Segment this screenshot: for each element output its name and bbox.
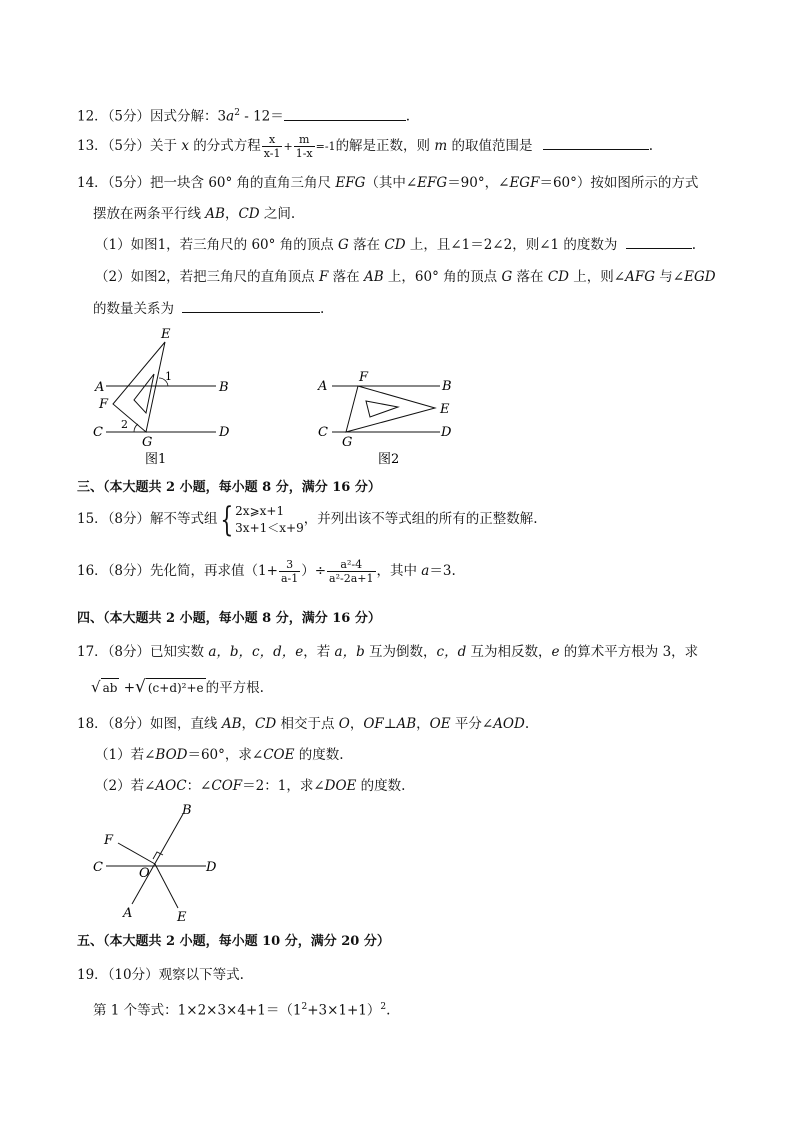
label-angle-1: 1 bbox=[165, 370, 172, 383]
label-o: O bbox=[139, 866, 150, 881]
label-a: A bbox=[95, 380, 105, 395]
fraction: $\frac{x}{x-1}$ bbox=[263, 133, 281, 160]
question-19-equation-1: 第 1 个等式：$1\times 2\times 3\times 4+1=(1^2+3\times 1+1)^2$. bbox=[93, 1002, 391, 1019]
question-14-part2: （2）如图2，若把三角尺的直角顶点 F 落在 AB 上，60° 角的顶点 G 落在 CD 上，则∠AFG 与∠EGD bbox=[95, 269, 716, 285]
label-f: F bbox=[99, 397, 109, 412]
triangle-inner bbox=[366, 401, 398, 417]
question-14-line2: 摆放在两条平行线 AB，CD 之间. bbox=[93, 206, 296, 222]
section-5-header: 五、（本大题共 2 小题，每小题 10 分，满分 20 分） bbox=[77, 934, 390, 949]
answer-blank bbox=[182, 300, 320, 313]
brace: { bbox=[219, 499, 233, 540]
label-a: A bbox=[123, 906, 133, 921]
label-e: E bbox=[440, 402, 450, 417]
label-f: F bbox=[104, 833, 114, 848]
sqrt-ab: ab bbox=[101, 678, 120, 697]
triangle-efg bbox=[346, 386, 435, 432]
answer-blank bbox=[626, 236, 692, 249]
label-g: G bbox=[142, 435, 153, 450]
question-15: 15．（8分）解不等式组{ 2x⩾x+1 3x+1＜x+9 ，并列出该不等式组的所有的正整数解. bbox=[77, 499, 538, 540]
question-12: 12．（5分）因式分解：$3a^2 - 12=$ . bbox=[77, 108, 411, 125]
question-14-line5: 的数量关系为 . bbox=[93, 301, 325, 317]
label-d: D bbox=[219, 425, 230, 440]
figure-1-caption: 图1 bbox=[145, 452, 167, 467]
sqrt-expression: (c+d)²+e bbox=[146, 678, 206, 697]
ray-of bbox=[118, 843, 155, 864]
question-13: 13．（5分）关于 x 的分式方程 $\frac{x}{x-1}$ + $\frac{m}{1-x}$ =-1的解是正数，则 m 的取值范围是 . bbox=[77, 133, 654, 160]
label-c: C bbox=[318, 425, 328, 440]
question-18-part1: （1）若∠BOD＝60°，求∠COE 的度数. bbox=[95, 747, 344, 763]
section-3-header: 三、（本大题共 2 小题，每小题 8 分，满分 16 分） bbox=[77, 480, 381, 495]
question-14-line1: 14．（5分）把一块含 60° 角的直角三角尺 EFG（其中∠EFG＝90°，∠EGF＝60°）按如图所示的方式 bbox=[77, 175, 699, 191]
line-ab bbox=[132, 814, 183, 904]
question-17-line2: √ ab +√ (c+d)²+e 的平方根. bbox=[91, 677, 264, 697]
label-g: G bbox=[342, 435, 353, 450]
fraction: $\frac{3}{a-1}$ bbox=[280, 558, 299, 585]
label-d: D bbox=[441, 425, 452, 440]
figure-q18 bbox=[88, 800, 228, 926]
label-angle-2: 2 bbox=[121, 418, 128, 431]
question-18: 18．（8分）如图，直线 AB，CD 相交于点 O，OF⊥AB，OE 平分∠AOD. bbox=[77, 716, 530, 732]
question-18-part2: （2）若∠AOC：∠COF＝2：1，求∠DOE 的度数. bbox=[95, 778, 406, 794]
label-b: B bbox=[219, 380, 229, 395]
fraction: $\frac{m}{1-x}$ bbox=[295, 133, 313, 160]
answer-blank bbox=[543, 137, 649, 150]
question-16: 16．（8分）先化简，再求值（1+ $\frac{3}{a-1}$ ）÷ $\frac{\text{a²-4}}{\text{a²-2a+1}}$ ，其中 a＝3. bbox=[77, 558, 456, 585]
section-4-header: 四、（本大题共 2 小题，每小题 8 分，满分 16 分） bbox=[77, 611, 381, 626]
label-e: E bbox=[161, 327, 171, 342]
fraction: $\frac{\text{a²-4}}{\text{a²-2a+1}}$ bbox=[329, 558, 374, 585]
figure-2-caption: 图2 bbox=[378, 452, 400, 467]
label-c: C bbox=[93, 860, 103, 875]
label-d: D bbox=[206, 860, 217, 875]
question-17-line1: 17．（8分）已知实数 a，b，c，d，e，若 a，b 互为倒数，c，d 互为相反数，e 的算术平方根为 3，求 bbox=[77, 644, 699, 660]
answer-blank bbox=[284, 108, 406, 121]
label-c: C bbox=[93, 425, 103, 440]
label-e: E bbox=[177, 910, 187, 925]
question-14-part1: （1）如图1，若三角尺的 60° 角的顶点 G 落在 CD 上，且∠1＝2∠2，则∠1 的度数为 . bbox=[95, 237, 696, 253]
label-b: B bbox=[442, 379, 452, 394]
label-b: B bbox=[182, 803, 192, 818]
figure-1 bbox=[88, 322, 248, 468]
label-a: A bbox=[318, 379, 328, 394]
label-f: F bbox=[359, 370, 369, 385]
inequality-system: 2x⩾x+1 3x+1＜x+9 bbox=[235, 503, 304, 535]
question-19: 19．（10分）观察以下等式. bbox=[77, 967, 244, 983]
ray-oe bbox=[155, 864, 178, 908]
figure-2 bbox=[314, 364, 464, 468]
